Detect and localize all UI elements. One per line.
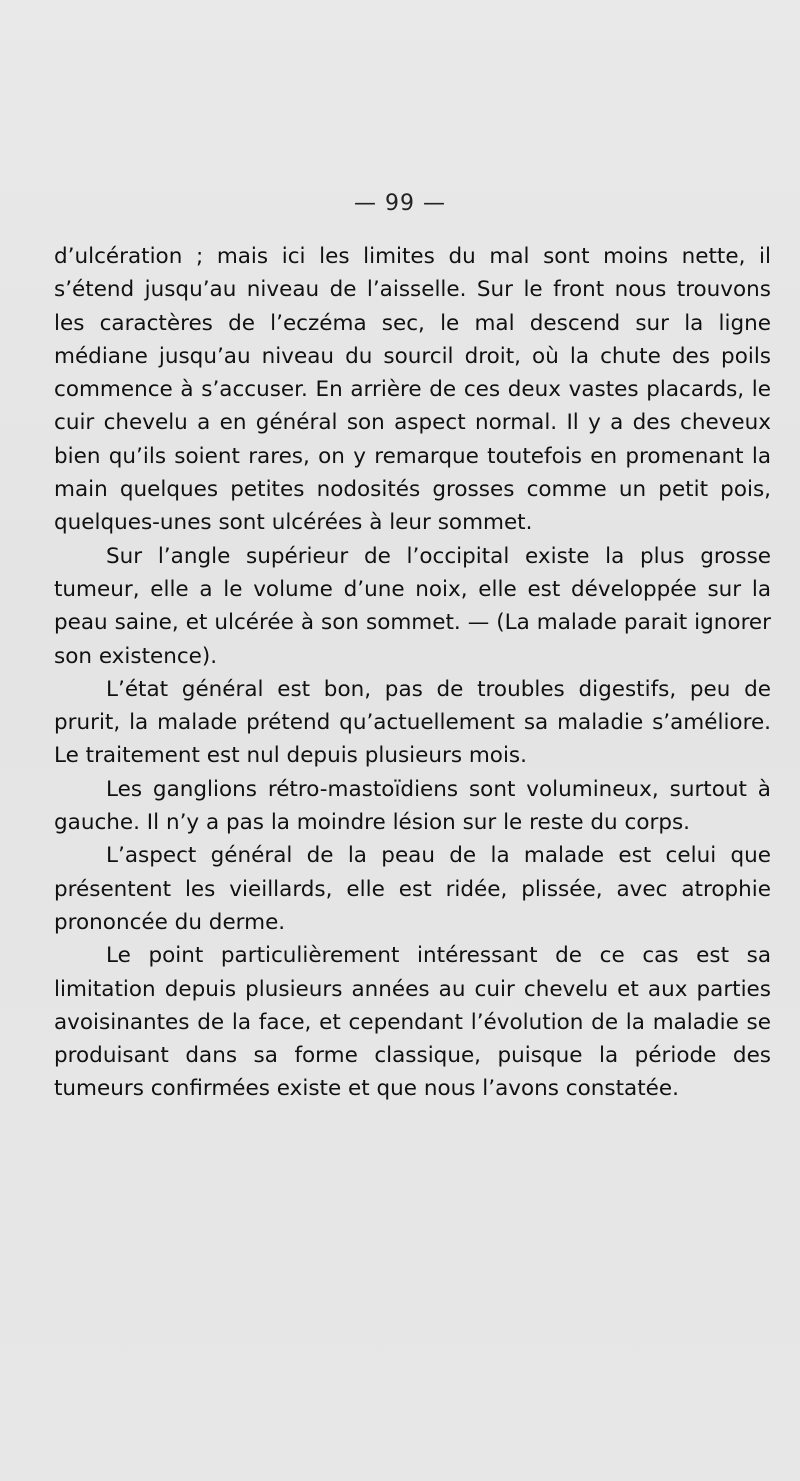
body-text [54, 240, 771, 1106]
paragraph-6: Le point particulièrement intéressant de ce cas est sa limitation depuis plusieurs années au cuir chevelu et aux parties avoisinantes de la face, et cependant l’évolution de la maladie se produisant dans sa forme classique, puisque la période des tumeurs confirmées existe et que nous l’avons constatée. [54, 943, 771, 1102]
page-number: — 99 — [354, 191, 446, 216]
paragraph-2: Sur l’angle supérieur de l’occipital existe la plus grosse tumeur, elle a le volume d’une noix, elle est développée sur la peau saine, et ulcérée à son sommet. — (La malade parait ignorer son existence). [54, 543, 771, 669]
paragraph-3: L’état général est bon, pas de troubles digestifs, peu de prurit, la malade prétend qu’actuellement sa maladie s’améliore. Le traitement est nul depuis plusieurs mois. [54, 676, 771, 769]
paragraph-1: d’ulcération ; mais ici les limites du mal sont moins nette, il s’étend jusqu’au niveau de l’aisselle. Sur le front nous trouvons les caractères de l’eczéma sec, le mal descend sur la ligne médiane jusqu’au niveau du sourcil droit, où la chute des poils commence à s’accuser. En arrière de ces deux vastes placards, le cuir chevelu a en général son aspect normal. Il y a des cheveux bien qu’ils soient rares, on y remarque toutefois en promenant la main quelques petites nodosités grosses comme un petit pois, quelques-unes sont ulcérées à leur sommet. [54, 244, 771, 536]
paragraph-5: L’aspect général de la peau de la malade est celui que présentent les vieillards, elle est ridée, plissée, avec atrophie prononcée du derme. [54, 843, 771, 935]
paragraph-4: Les ganglions rétro-mastoïdiens sont volumineux, surtout à gauche. Il n’y a pas la moindre lésion sur le reste du corps. [54, 776, 771, 836]
